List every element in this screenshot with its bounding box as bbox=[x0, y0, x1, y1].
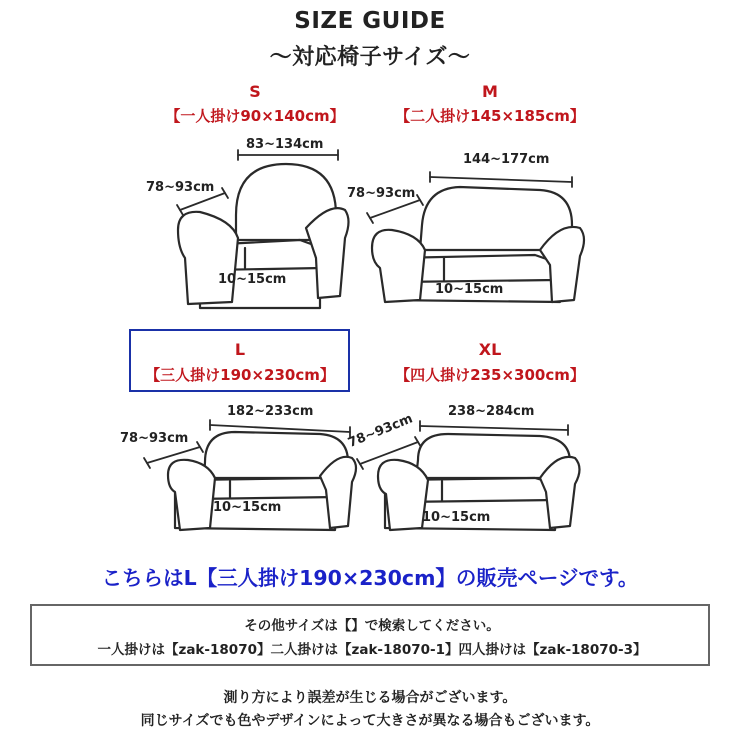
size-s-depth-dim: 78~93cm bbox=[146, 180, 215, 195]
size-xl-letter: XL bbox=[478, 340, 502, 359]
size-xl-width-dim: 238~284cm bbox=[448, 404, 535, 419]
note-measurement-error: 測り方により誤差が生じる場合がございます。 bbox=[223, 690, 517, 706]
info-line-product-codes: 一人掛けは【zak-18070】二人掛けは【zak-18070-1】四人掛けは【zak-18070-3】 bbox=[97, 642, 647, 658]
size-s-letter: S bbox=[249, 82, 261, 101]
size-s-width-dim: 83~134cm bbox=[246, 137, 324, 152]
size-l-depth-dim: 78~93cm bbox=[120, 431, 189, 446]
size-s-cushion-dim: 10~15cm bbox=[218, 272, 287, 287]
size-l-cushion-dim: 10~15cm bbox=[213, 500, 282, 515]
size-m-range: 【二人掛け145×185cm】 bbox=[395, 107, 585, 125]
size-l-letter: L bbox=[234, 340, 246, 359]
size-m-depth-dim: 78~93cm bbox=[347, 186, 416, 201]
page-subtitle: ～対応椅子サイズ～ bbox=[269, 45, 471, 70]
size-xl-range: 【四人掛け235×300cm】 bbox=[395, 366, 585, 384]
size-m-letter: M bbox=[482, 82, 498, 101]
info-line-search: その他サイズは【】で検索してください。 bbox=[244, 618, 500, 634]
size-xl-cushion-dim: 10~15cm bbox=[422, 510, 491, 525]
size-m-width-dim: 144~177cm bbox=[463, 152, 550, 167]
size-l-range: 【三人掛け190×230cm】 bbox=[145, 366, 335, 384]
page-title: SIZE GUIDE bbox=[294, 8, 446, 34]
size-l-width-dim: 182~233cm bbox=[227, 404, 314, 419]
other-sizes-info-box bbox=[30, 604, 710, 666]
size-m-cushion-dim: 10~15cm bbox=[435, 282, 504, 297]
sale-notice: こちらはL【三人掛け190×230cm】の販売ページです。 bbox=[101, 566, 639, 590]
size-xl-depth-dim: 78~93cm bbox=[346, 411, 415, 451]
size-s-range: 【一人掛け90×140cm】 bbox=[165, 107, 345, 125]
note-size-variation: 同じサイズでも色やデザインによって大きさが異なる場合もございます。 bbox=[140, 713, 600, 729]
